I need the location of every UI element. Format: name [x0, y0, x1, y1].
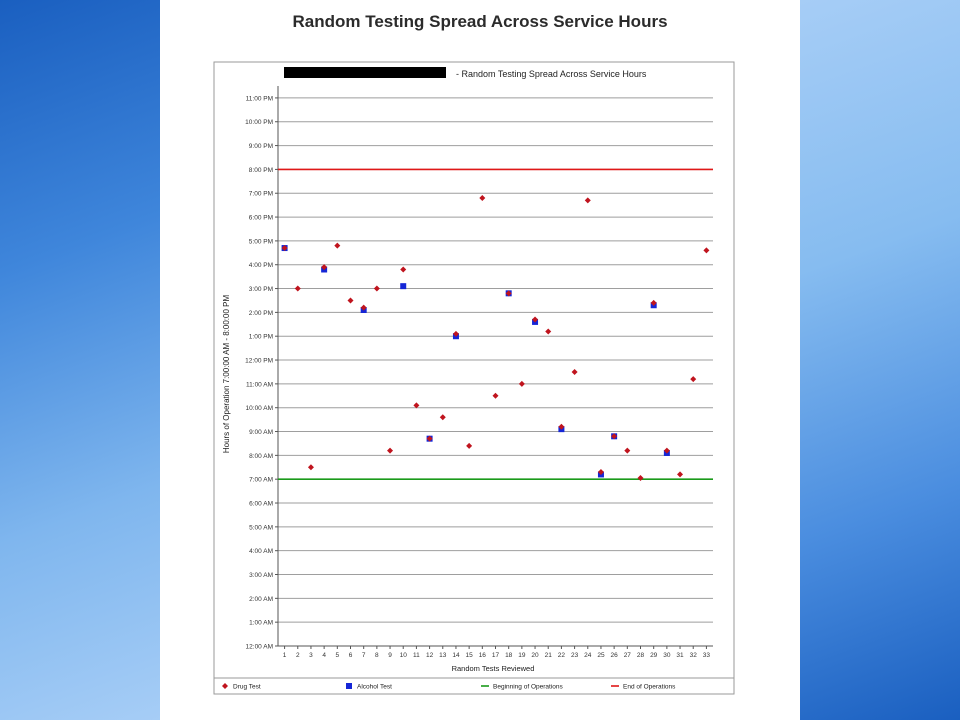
alcohol-test-point [400, 283, 406, 289]
x-tick-label: 30 [663, 652, 671, 659]
legend-alcohol-test-marker [346, 683, 352, 689]
x-tick-label: 22 [557, 652, 566, 659]
y-tick-label: 12:00 PM [245, 357, 273, 365]
x-tick-label: 25 [597, 652, 605, 659]
x-tick-label: 12 [425, 652, 434, 659]
x-tick-label: 24 [584, 652, 592, 659]
x-tick-label: 13 [439, 652, 447, 659]
x-tick-label: 29 [650, 652, 658, 659]
x-tick-label: 1 [282, 652, 287, 659]
y-tick-label: 9:00 PM [248, 143, 273, 151]
y-tick-label: 2:00 AM [249, 595, 273, 603]
y-tick-label: 11:00 PM [245, 95, 273, 103]
x-tick-label: 15 [465, 652, 473, 659]
x-tick-label: 7 [361, 652, 366, 659]
x-tick-label: 32 [689, 652, 697, 659]
redacted-title-block [284, 67, 446, 78]
y-tick-label: 5:00 AM [249, 524, 273, 532]
x-tick-label: 8 [375, 652, 379, 659]
y-tick-label: 1:00 PM [248, 333, 273, 341]
y-tick-label: 2:00 PM [248, 309, 273, 317]
y-tick-label: 12:00 AM [245, 643, 273, 651]
x-tick-label: 2 [295, 652, 300, 659]
legend-label: Alcohol Test [357, 683, 392, 691]
x-tick-label: 17 [491, 652, 500, 659]
x-tick-label: 28 [636, 652, 645, 659]
x-tick-label: 26 [610, 652, 618, 659]
y-tick-label: 7:00 AM [249, 476, 273, 484]
y-tick-label: 10:00 AM [245, 405, 273, 413]
y-tick-label: 10:00 PM [245, 119, 273, 127]
legend-label: End of Operations [623, 683, 676, 691]
y-tick-label: 9:00 AM [249, 429, 273, 437]
y-tick-label: 6:00 PM [248, 214, 273, 222]
scatter-chart [160, 0, 800, 720]
y-tick-label: 11:00 AM [246, 381, 273, 389]
y-tick-label: 6:00 AM [249, 500, 273, 508]
legend-label: Beginning of Operations [493, 683, 563, 691]
x-tick-label: 18 [505, 652, 513, 659]
x-tick-label: 23 [570, 652, 579, 659]
y-tick-label: 5:00 PM [248, 238, 273, 246]
x-tick-label: 20 [531, 652, 539, 659]
legend-label: Drug Test [233, 683, 261, 691]
x-tick-label: 31 [676, 652, 684, 659]
slide-title: Random Testing Spread Across Service Hours [292, 12, 668, 31]
x-tick-label: 5 [335, 652, 340, 659]
x-tick-label: 10 [399, 652, 407, 659]
chart-frame [214, 62, 734, 694]
x-tick-label: 3 [309, 652, 313, 659]
x-tick-label: 27 [623, 652, 631, 659]
y-tick-label: 3:00 AM [249, 572, 273, 580]
chart-title: - Random Testing Spread Across Service Hours [456, 69, 647, 79]
x-tick-label: 4 [322, 652, 326, 659]
y-axis-label: Hours of Operation 7:00:00 AM - 8:00:00 PM [222, 294, 231, 454]
y-tick-label: 3:00 PM [248, 286, 273, 294]
x-tick-label: 19 [518, 652, 526, 659]
x-axis-label: Random Tests Reviewed [451, 664, 535, 673]
y-tick-label: 8:00 PM [248, 166, 273, 174]
background-right-panel [800, 0, 960, 720]
y-tick-label: 7:00 PM [248, 190, 273, 198]
slide [160, 0, 800, 720]
y-tick-label: 8:00 AM [249, 452, 273, 460]
x-tick-label: 11 [413, 652, 420, 659]
y-tick-label: 4:00 PM [248, 262, 273, 270]
x-tick-label: 33 [702, 652, 711, 659]
x-tick-label: 9 [388, 652, 392, 659]
x-tick-label: 16 [478, 652, 486, 659]
background-left-panel [0, 0, 160, 720]
x-tick-label: 6 [348, 652, 353, 659]
x-tick-label: 21 [544, 652, 552, 659]
y-tick-label: 1:00 AM [249, 619, 273, 627]
y-tick-label: 4:00 AM [249, 548, 273, 556]
x-tick-label: 14 [452, 652, 460, 659]
